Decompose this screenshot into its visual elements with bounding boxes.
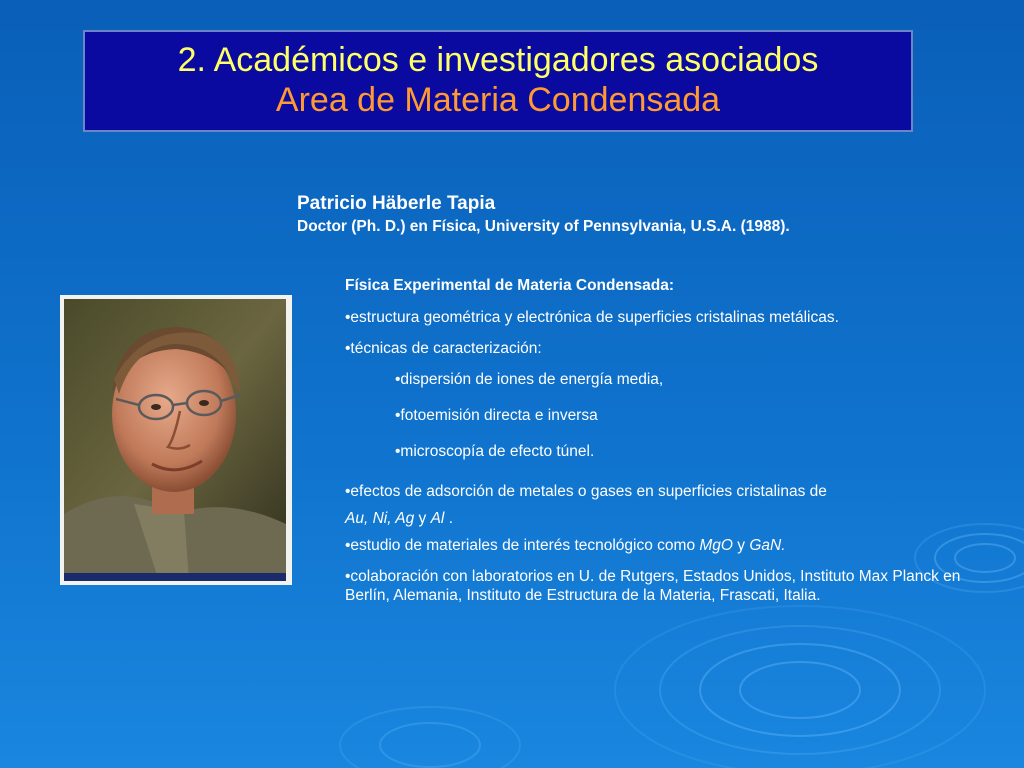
research-list [345, 276, 970, 617]
person-degree: Doctor (Ph. D.) en Física, University of Pennsylvania, U.S.A. (1988). [297, 218, 790, 235]
slide-title-box [83, 30, 913, 132]
slide-subtitle: Area de Materia Condensada [275, 81, 721, 119]
conjunction: y [418, 510, 427, 527]
research-heading: Física Experimental de Materia Condensada: [345, 277, 675, 294]
list-item [345, 478, 970, 532]
sub-list-item: •fotoemisión directa e inversa [395, 407, 598, 424]
slide-title: 2. Académicos e investigadores asociados [177, 41, 819, 79]
sub-list-item: •dispersión de iones de energía media, [395, 371, 664, 388]
list-item: •técnicas de caracterización: [345, 340, 542, 357]
chemical-elements: Au, Ni, Ag [345, 510, 415, 527]
material-gan: GaN. [749, 537, 786, 554]
conjunction: y [737, 537, 746, 554]
list-item-text: •efectos de adsorción de metales o gases en superficies cristalinas de [345, 483, 827, 500]
list-item [345, 536, 970, 555]
portrait-photo [60, 295, 292, 585]
person-info [297, 192, 997, 238]
list-item: •colaboración con laboratorios en U. de Rutgers, Estados Unidos, Instituto Max Planck en Berlín, Alemania, Instituto de Estructura de la Materia, Frascati, Italia. [345, 568, 961, 604]
list-item-text: •estudio de materiales de interés tecnológico como [345, 537, 696, 554]
period: . [448, 510, 454, 527]
sub-list-item: •microscopía de efecto túnel. [395, 443, 595, 460]
person-portrait-image [64, 299, 286, 581]
list-item: •estructura geométrica y electrónica de superficies cristalinas metálicas. [345, 309, 839, 326]
material-mgo: MgO [699, 537, 733, 554]
chemical-element-al: Al [430, 510, 445, 527]
person-name: Patricio Häberle Tapia [297, 193, 496, 214]
